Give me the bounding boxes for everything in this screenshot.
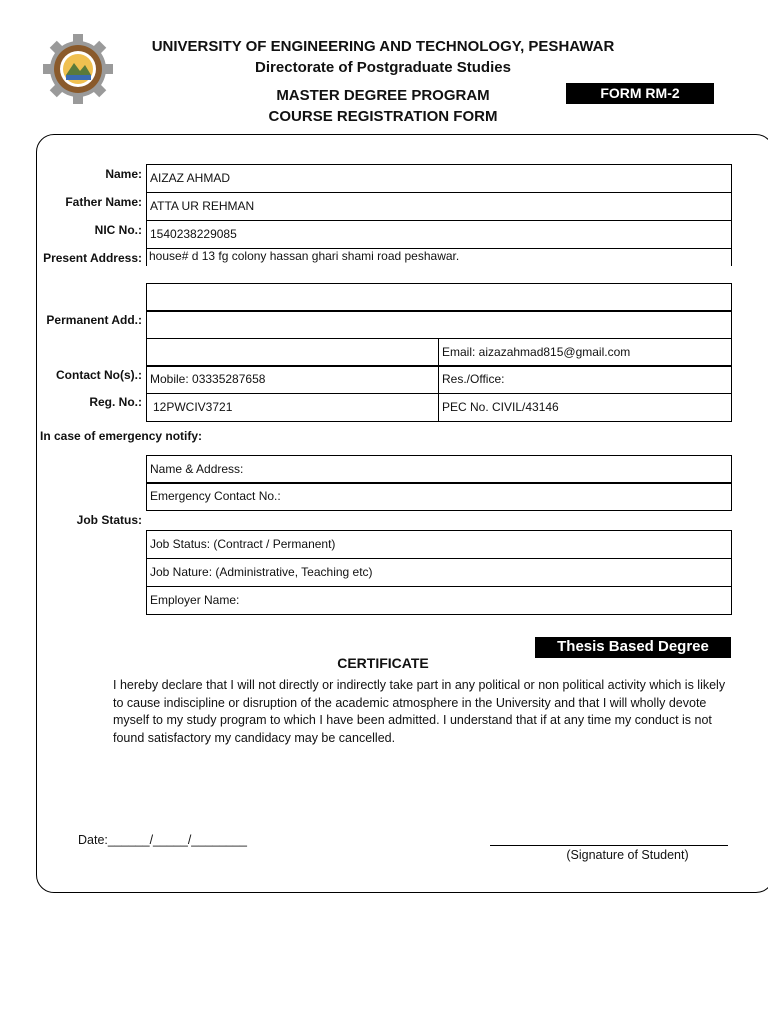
permanent-address-line-2[interactable] [146, 310, 732, 339]
university-name: UNIVERSITY OF ENGINEERING AND TECHNOLOGY, PESHAWAR [151, 38, 615, 55]
signature-line[interactable] [490, 845, 728, 846]
date-field[interactable]: Date:______/_____/________ [78, 833, 247, 847]
mobile-field[interactable]: Mobile: 03335287658 [146, 365, 439, 394]
directorate-name: Directorate of Postgraduate Studies [255, 59, 511, 76]
contact-label: Contact No(s).: [56, 368, 142, 382]
university-emblem-icon [40, 34, 116, 104]
father-name-field[interactable]: ATTA UR REHMAN [146, 192, 732, 221]
certificate-text: I hereby declare that I will not directly or indirectly take part in any political or non political activity which is likely to cause indiscipline or disruption of the academic atmosphere in the University and that I will wholly devote myself to my study program to which I have been admitted. I understand that if at any time my conduct is not found satisfactory my candidacy may be cancelled. [113, 678, 726, 745]
emergency-name-address-field[interactable]: Name & Address: [146, 455, 732, 484]
reg-no-field[interactable]: 12PWCIV3721 [146, 393, 439, 422]
certificate-title: CERTIFICATE [337, 655, 429, 671]
nic-field[interactable]: 1540238229085 [146, 220, 732, 249]
permanent-address-label: Permanent Add.: [46, 313, 142, 327]
res-office-field[interactable]: Res./Office: [438, 365, 732, 394]
signature-label: (Signature of Student) [566, 848, 689, 862]
form-title: COURSE REGISTRATION FORM [268, 108, 498, 125]
permanent-address-line-1[interactable] [146, 283, 732, 312]
job-nature-field[interactable]: Job Nature: (Administrative, Teaching etc) [146, 558, 732, 587]
form-number-badge: FORM RM-2 [566, 83, 714, 104]
email-field[interactable]: Email: aizazahmad815@gmail.com [438, 338, 732, 367]
emergency-contact-field[interactable]: Emergency Contact No.: [146, 482, 732, 511]
present-address-left-border [146, 248, 147, 266]
nic-label: NIC No.: [94, 223, 142, 237]
present-address-right-border [731, 248, 732, 266]
emergency-heading: In case of emergency notify: [40, 429, 203, 443]
pec-no-field[interactable]: PEC No. CIVIL/43146 [438, 393, 732, 422]
name-label: Name: [105, 167, 142, 181]
father-name-label: Father Name: [65, 195, 142, 209]
job-status-label: Job Status: [76, 513, 142, 527]
degree-type-badge: Thesis Based Degree [535, 637, 731, 658]
job-status-field[interactable]: Job Status: (Contract / Permanent) [146, 530, 732, 559]
present-address-label: Present Address: [43, 251, 142, 265]
employer-name-field[interactable]: Employer Name: [146, 586, 732, 615]
name-field[interactable]: AIZAZ AHMAD [146, 164, 732, 193]
program-title: MASTER DEGREE PROGRAM [276, 87, 490, 104]
present-address-field[interactable]: house# d 13 fg colony hassan ghari shami road peshawar. [149, 249, 460, 263]
permanent-address-line-3[interactable] [146, 338, 439, 367]
reg-no-label: Reg. No.: [89, 395, 142, 409]
